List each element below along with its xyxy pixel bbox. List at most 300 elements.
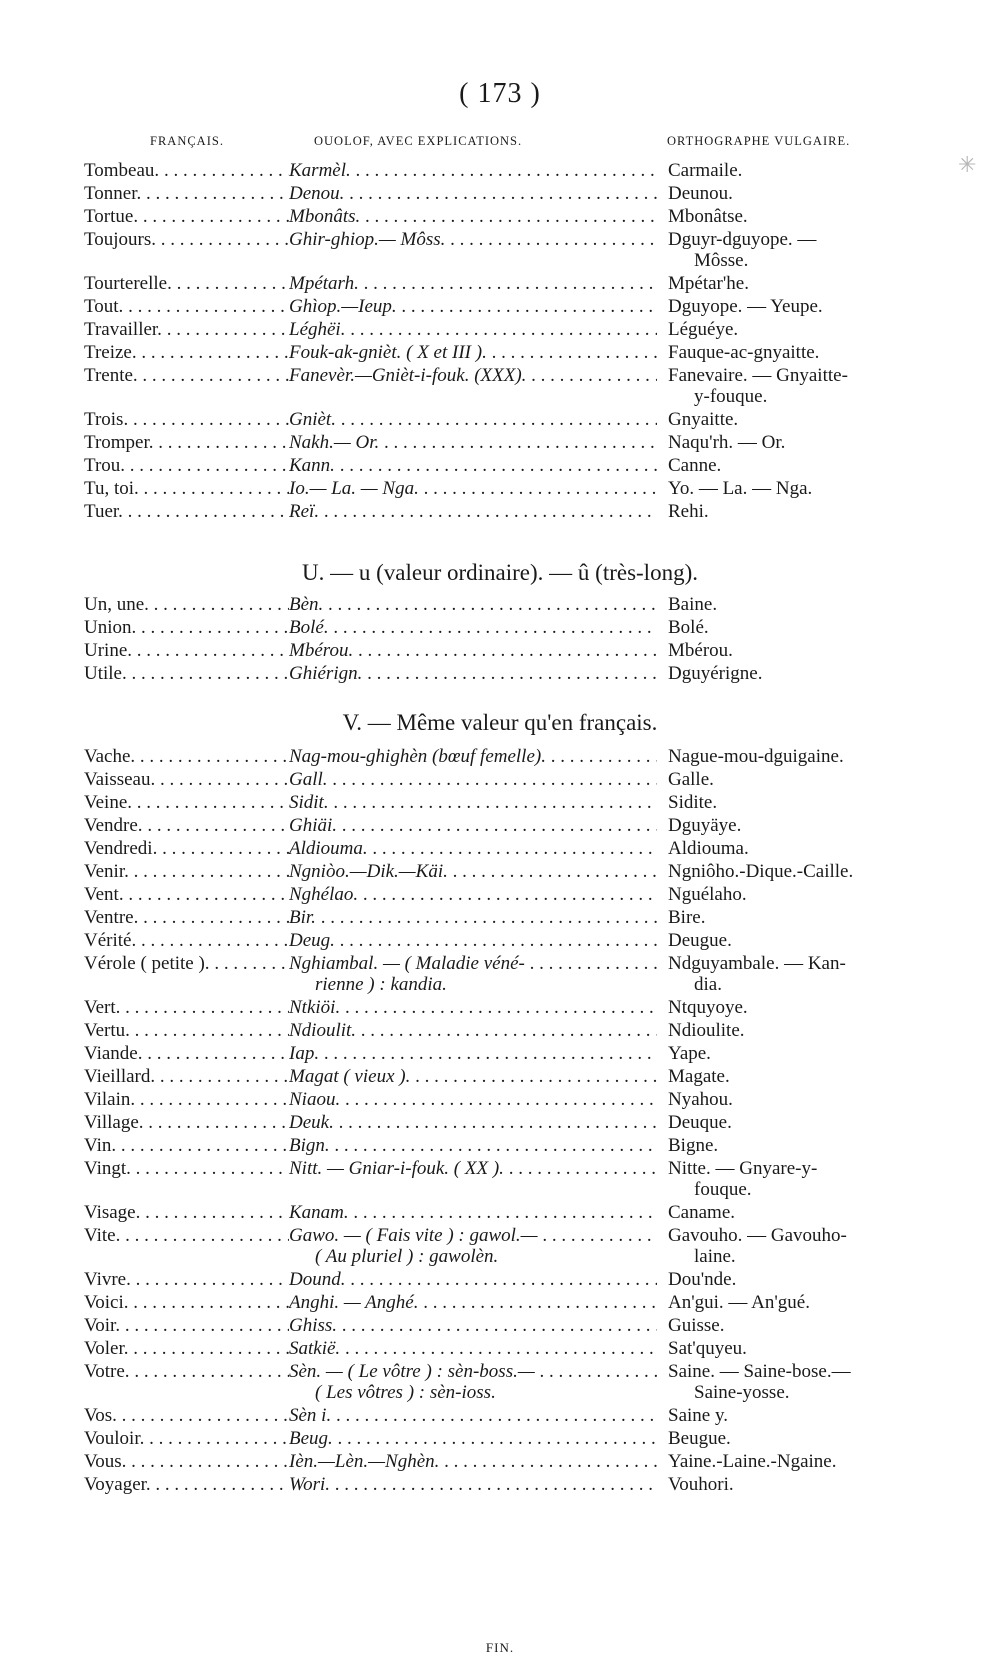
ouolof-line: Fouk-ak-gnièt. ( X et III ). . . . [289, 342, 657, 363]
ouolof-translation [289, 1269, 657, 1290]
orthographe-line: An'gui. — An'gué. [668, 1292, 810, 1313]
orthographe-line: Bolé. [668, 617, 709, 638]
french-term: Treize. . . . [84, 342, 289, 363]
ouolof-translation [289, 792, 657, 813]
orthographe-vulgaire [668, 319, 908, 340]
ouolof-line: Gnièt. . . . [289, 409, 657, 430]
ouolof-line: Sèn. — ( Le vôtre ) : sèn-boss.— . . . [289, 1361, 657, 1382]
orthographe-line: Fanevaire. — Gnyaitte- [668, 365, 848, 386]
orthographe-vulgaire [668, 1020, 908, 1041]
dictionary-entry [0, 997, 1000, 1020]
orthographe-vulgaire [668, 1112, 908, 1133]
page-number: ( 173 ) [459, 78, 541, 109]
dictionary-entry [0, 1474, 1000, 1497]
dictionary-entry [0, 838, 1000, 861]
french-term: Trente. . . . [84, 365, 289, 386]
ouolof-translation [289, 1135, 657, 1156]
french-term: Travailler. . . . [84, 319, 289, 340]
ouolof-translation [289, 432, 657, 453]
orthographe-line: Dguyäye. [668, 815, 742, 836]
french-term: Trois. . . . [84, 409, 289, 430]
french-term: Tortue. . . . [84, 206, 289, 227]
ouolof-line: Mbonâts. . . . [289, 206, 657, 227]
orthographe-line: Gavouho. — Gavouho- [668, 1225, 847, 1246]
orthographe-vulgaire [668, 409, 908, 430]
orthographe-vulgaire [668, 617, 908, 638]
ouolof-translation [289, 1315, 657, 1336]
dictionary-entry [0, 455, 1000, 478]
french-term: Vendredi. . . . [84, 838, 289, 859]
french-term: Voici. . . . [84, 1292, 289, 1313]
ouolof-line: Nakh.— Or. . . . [289, 432, 657, 453]
ouolof-line: Ghiss. . . . [289, 1315, 657, 1336]
orthographe-line: dia. [694, 974, 722, 995]
orthographe-line: Beugue. [668, 1428, 731, 1449]
dictionary-entry [0, 1338, 1000, 1361]
orthographe-line: Fauque-ac-gnyaitte. [668, 342, 820, 363]
french-term: Vendre. . . . [84, 815, 289, 836]
ouolof-line: Anghi. — Anghé. . . . [289, 1292, 657, 1313]
dictionary-entry [0, 792, 1000, 815]
ouolof-translation [289, 229, 657, 250]
ouolof-translation [289, 183, 657, 204]
orthographe-line: Mbonâtse. [668, 206, 748, 227]
orthographe-line: y-fouque. [694, 386, 768, 407]
ouolof-translation [289, 1112, 657, 1133]
orthographe-vulgaire [668, 1428, 908, 1449]
dictionary-entry [0, 1043, 1000, 1066]
orthographe-line: Deugue. [668, 930, 732, 951]
dictionary-entry [0, 365, 1000, 409]
ouolof-translation [289, 1405, 657, 1426]
french-term: Tromper. . . . [84, 432, 289, 453]
ouolof-translation [289, 663, 657, 684]
ouolof-line: Denou. . . . [289, 183, 657, 204]
ouolof-translation [289, 815, 657, 836]
ouolof-translation [289, 501, 657, 522]
ouolof-translation [289, 1451, 657, 1472]
french-term: Venir. . . . [84, 861, 289, 882]
french-term: Vérité. . . . [84, 930, 289, 951]
ouolof-translation [289, 861, 657, 882]
orthographe-line: Dguyérigne. [668, 663, 763, 684]
ouolof-translation [289, 769, 657, 790]
v-entries-block [0, 746, 1000, 1497]
orthographe-vulgaire [668, 273, 908, 294]
french-term: Urine. . . . [84, 640, 289, 661]
french-term: Vite. . . . [84, 1225, 289, 1246]
ouolof-line: Nghiambal. — ( Maladie véné- . . . [289, 953, 657, 974]
ouolof-line: Bign. . . . [289, 1135, 657, 1156]
orthographe-line: Galle. [668, 769, 714, 790]
t-entries-block [0, 160, 1000, 524]
orthographe-line: Dguyr-dguyope. — [668, 229, 817, 250]
orthographe-line: Deuque. [668, 1112, 732, 1133]
orthographe-vulgaire [668, 1066, 908, 1087]
ouolof-translation [289, 273, 657, 294]
ouolof-line: Iap. . . . [289, 1043, 657, 1064]
ouolof-line: Sèn i. . . . [289, 1405, 657, 1426]
orthographe-line: Ntquyoye. [668, 997, 748, 1018]
dictionary-entry [0, 409, 1000, 432]
orthographe-line: fouque. [694, 1179, 752, 1200]
french-term: Ventre. . . . [84, 907, 289, 928]
header-ouolof: OUOLOF, AVEC EXPLICATIONS. [314, 134, 523, 148]
french-term: Vieillard. . . . [84, 1066, 289, 1087]
ouolof-line: Reï. . . . [289, 501, 657, 522]
dictionary-entry [0, 1202, 1000, 1225]
dictionary-entry [0, 861, 1000, 884]
dictionary-entry [0, 1135, 1000, 1158]
orthographe-line: Nguélaho. [668, 884, 747, 905]
dictionary-entry [0, 1158, 1000, 1202]
orthographe-vulgaire [668, 1202, 908, 1223]
ouolof-translation [289, 640, 657, 661]
orthographe-vulgaire [668, 1135, 908, 1156]
orthographe-vulgaire [668, 455, 908, 476]
orthographe-vulgaire [668, 746, 908, 767]
orthographe-vulgaire [668, 792, 908, 813]
orthographe-vulgaire [668, 930, 908, 951]
ouolof-line: Wori. . . . [289, 1474, 657, 1495]
dictionary-entry [0, 229, 1000, 273]
orthographe-line: Ndguyambale. — Kan- [668, 953, 846, 974]
dictionary-entry [0, 815, 1000, 838]
ouolof-translation [289, 907, 657, 928]
ouolof-translation [289, 1292, 657, 1313]
orthographe-vulgaire [668, 1089, 908, 1110]
orthographe-vulgaire [668, 594, 908, 615]
french-term: Union. . . . [84, 617, 289, 638]
ouolof-translation [289, 1361, 657, 1403]
orthographe-vulgaire [668, 1158, 908, 1200]
ouolof-translation [289, 1225, 657, 1267]
ouolof-translation [289, 1428, 657, 1449]
ouolof-translation [289, 1066, 657, 1087]
french-term: Vin. . . . [84, 1135, 289, 1156]
ouolof-translation [289, 953, 657, 995]
orthographe-vulgaire [668, 501, 908, 522]
orthographe-vulgaire [668, 769, 908, 790]
ouolof-line: Kann. . . . [289, 455, 657, 476]
ouolof-line: Aldiouma. . . . [289, 838, 657, 859]
french-term: Vingt. . . . [84, 1158, 289, 1179]
orthographe-line: laine. [694, 1246, 736, 1267]
section-u-heading: U. — u (valeur ordinaire). — û (très-long). [302, 560, 698, 585]
ouolof-translation [289, 1043, 657, 1064]
ouolof-translation [289, 617, 657, 638]
ouolof-translation [289, 1338, 657, 1359]
french-term: Vos. . . . [84, 1405, 289, 1426]
french-term: Vaisseau. . . . [84, 769, 289, 790]
ouolof-translation [289, 1202, 657, 1223]
orthographe-line: Guisse. [668, 1315, 725, 1336]
ouolof-line: Gall. . . . [289, 769, 657, 790]
orthographe-vulgaire [668, 229, 908, 271]
orthographe-line: Sidite. [668, 792, 718, 813]
ouolof-line: rienne ) : kandia. [315, 974, 447, 995]
ouolof-line: Ghìop.—Ieup. . . . [289, 296, 657, 317]
french-term: Vérole ( petite ). . . . [84, 953, 289, 974]
paper-stain-mark: ✳ [958, 152, 977, 177]
dictionary-entry [0, 1269, 1000, 1292]
dictionary-entry [0, 273, 1000, 296]
french-term: Tonner. . . . [84, 183, 289, 204]
section-v-heading: V. — Même valeur qu'en français. [342, 710, 658, 735]
orthographe-line: Sat'quyeu. [668, 1338, 747, 1359]
french-term: Toujours. . . . [84, 229, 289, 250]
ouolof-line: Sidit. . . . [289, 792, 657, 813]
orthographe-line: Aldiouma. [668, 838, 749, 859]
french-term: Vertu. . . . [84, 1020, 289, 1041]
orthographe-line: Yaine.-Laine.-Ngaine. [668, 1451, 837, 1472]
orthographe-vulgaire [668, 365, 908, 407]
ouolof-line: Bolé. . . . [289, 617, 657, 638]
dictionary-entry [0, 769, 1000, 792]
french-term: Voir. . . . [84, 1315, 289, 1336]
orthographe-line: Ndioulite. [668, 1020, 745, 1041]
french-term: Trou. . . . [84, 455, 289, 476]
orthographe-vulgaire [668, 663, 908, 684]
orthographe-line: Carmaile. [668, 160, 743, 181]
orthographe-vulgaire [668, 1451, 908, 1472]
ouolof-translation [289, 884, 657, 905]
ouolof-translation [289, 342, 657, 363]
ouolof-line: Deug. . . . [289, 930, 657, 951]
ouolof-line: Ghiäi. . . . [289, 815, 657, 836]
orthographe-line: Nitte. — Gnyare-y- [668, 1158, 818, 1179]
orthographe-vulgaire [668, 296, 908, 317]
orthographe-line: Saine. — Saine-bose.— [668, 1361, 851, 1382]
dictionary-entry [0, 478, 1000, 501]
header-french: FRANÇAIS. [150, 134, 224, 148]
french-term: Vilain. . . . [84, 1089, 289, 1110]
ouolof-translation [289, 319, 657, 340]
ouolof-line: Niaou. . . . [289, 1089, 657, 1110]
french-term: Utile. . . . [84, 663, 289, 684]
ouolof-translation [289, 365, 657, 386]
ouolof-line: Gawo. — ( Fais vite ) : gawol.— . . . [289, 1225, 657, 1246]
orthographe-vulgaire [668, 1405, 908, 1426]
dictionary-entry [0, 907, 1000, 930]
ouolof-line: Fanevèr.—Gnièt-i-fouk. (XXX). . . . [289, 365, 657, 386]
header-orthographe: ORTHOGRAPHE VULGAIRE. [667, 134, 851, 148]
orthographe-line: Bire. [668, 907, 706, 928]
orthographe-vulgaire [668, 997, 908, 1018]
dictionary-entry [0, 342, 1000, 365]
french-term: Vent. . . . [84, 884, 289, 905]
ouolof-line: Beug. . . . [289, 1428, 657, 1449]
french-term: Vert. . . . [84, 997, 289, 1018]
french-term: Vivre. . . . [84, 1269, 289, 1290]
french-term: Visage. . . . [84, 1202, 289, 1223]
dictionary-entry [0, 160, 1000, 183]
ouolof-translation [289, 1474, 657, 1495]
orthographe-vulgaire [668, 478, 908, 499]
orthographe-vulgaire [668, 884, 908, 905]
dictionary-entry [0, 501, 1000, 524]
french-term: Village. . . . [84, 1112, 289, 1133]
ouolof-line: Nitt. — Gniar-i-fouk. ( XX ). . . . [289, 1158, 657, 1179]
ouolof-line: Nag-mou-ghighèn (bœuf femelle). . . . [289, 746, 657, 767]
dictionary-entry [0, 594, 1000, 617]
french-term: Tuer. . . . [84, 501, 289, 522]
orthographe-vulgaire [668, 160, 908, 181]
orthographe-line: Yo. — La. — Nga. [668, 478, 813, 499]
orthographe-vulgaire [668, 1474, 908, 1495]
french-term: Un, une. . . . [84, 594, 289, 615]
orthographe-line: Bigne. [668, 1135, 719, 1156]
dictionary-entry [0, 432, 1000, 455]
orthographe-vulgaire [668, 342, 908, 363]
dictionary-entry [0, 953, 1000, 997]
dictionary-entry [0, 1112, 1000, 1135]
orthographe-line: Mbérou. [668, 640, 733, 661]
orthographe-vulgaire [668, 206, 908, 227]
orthographe-line: Baine. [668, 594, 718, 615]
orthographe-vulgaire [668, 432, 908, 453]
dictionary-entry [0, 1361, 1000, 1405]
dictionary-entry [0, 1292, 1000, 1315]
orthographe-vulgaire [668, 861, 908, 882]
orthographe-vulgaire [668, 1043, 908, 1064]
ouolof-line: Ghir-ghiop.— Môss. . . . [289, 229, 657, 250]
ouolof-translation [289, 746, 657, 767]
ouolof-translation [289, 594, 657, 615]
orthographe-line: Rehi. [668, 501, 709, 522]
dictionary-entry [0, 206, 1000, 229]
ouolof-translation [289, 160, 657, 181]
ouolof-line: ( Les vôtres ) : sèn-ioss. [315, 1382, 496, 1403]
orthographe-vulgaire [668, 838, 908, 859]
ouolof-translation [289, 296, 657, 317]
ouolof-translation [289, 1020, 657, 1041]
orthographe-vulgaire [668, 1292, 908, 1313]
orthographe-line: Naqu'rh. — Or. [668, 432, 786, 453]
ouolof-translation [289, 206, 657, 227]
orthographe-line: Ngniôho.-Dique.-Caille. [668, 861, 854, 882]
orthographe-line: Gnyaitte. [668, 409, 739, 430]
dictionary-entry [0, 617, 1000, 640]
ouolof-line: Bir. . . . [289, 907, 657, 928]
u-entries-block [0, 594, 1000, 686]
ouolof-translation [289, 838, 657, 859]
dictionary-entry [0, 296, 1000, 319]
ouolof-line: Mpétarh. . . . [289, 273, 657, 294]
ouolof-line: Kanam. . . . [289, 1202, 657, 1223]
orthographe-line: Dou'nde. [668, 1269, 737, 1290]
ouolof-line: Bèn. . . . [289, 594, 657, 615]
dictionary-entry [0, 663, 1000, 686]
dictionary-entry [0, 746, 1000, 769]
orthographe-vulgaire [668, 1315, 908, 1336]
orthographe-line: Môsse. [694, 250, 749, 271]
orthographe-line: Dguyope. — Yeupe. [668, 296, 823, 317]
orthographe-vulgaire [668, 1269, 908, 1290]
ouolof-line: Dound. . . . [289, 1269, 657, 1290]
orthographe-vulgaire [668, 1225, 908, 1267]
french-term: Voyager. . . . [84, 1474, 289, 1495]
orthographe-vulgaire [668, 953, 908, 995]
ouolof-line: Karmèl. . . . [289, 160, 657, 181]
orthographe-line: Mpétar'he. [668, 273, 749, 294]
french-term: Voler. . . . [84, 1338, 289, 1359]
ouolof-line: Nghélao. . . . [289, 884, 657, 905]
ouolof-line: Ghiérign. . . . [289, 663, 657, 684]
dictionary-entry [0, 319, 1000, 342]
ouolof-translation [289, 997, 657, 1018]
orthographe-line: Nague-mou-dguigaine. [668, 746, 844, 767]
orthographe-line: Saine-yosse. [694, 1382, 790, 1403]
french-term: Votre. . . . [84, 1361, 289, 1382]
ouolof-line: ( Au pluriel ) : gawolèn. [315, 1246, 499, 1267]
orthographe-line: Magate. [668, 1066, 730, 1087]
dictionary-entry [0, 1405, 1000, 1428]
french-term: Viande. . . . [84, 1043, 289, 1064]
fin-label: FIN. [485, 1640, 515, 1655]
orthographe-line: Caname. [668, 1202, 736, 1223]
dictionary-entry [0, 1089, 1000, 1112]
orthographe-vulgaire [668, 907, 908, 928]
ouolof-translation [289, 1089, 657, 1110]
french-term: Tombeau. . . . [84, 160, 289, 181]
orthographe-line: Léguéye. [668, 319, 739, 340]
ouolof-line: Mbérou. . . . [289, 640, 657, 661]
orthographe-line: Vouhori. [668, 1474, 734, 1495]
ouolof-translation [289, 1158, 657, 1179]
ouolof-translation [289, 478, 657, 499]
orthographe-line: Nyahou. [668, 1089, 733, 1110]
orthographe-line: Yape. [668, 1043, 711, 1064]
dictionary-entry [0, 1315, 1000, 1338]
french-term: Tourterelle. . . . [84, 273, 289, 294]
orthographe-line: Saine y. [668, 1405, 728, 1426]
ouolof-line: Deuk. . . . [289, 1112, 657, 1133]
dictionary-entry [0, 640, 1000, 663]
french-term: Vous. . . . [84, 1451, 289, 1472]
ouolof-line: Ndioulit. . . . [289, 1020, 657, 1041]
dictionary-entry [0, 1225, 1000, 1269]
ouolof-translation [289, 455, 657, 476]
dictionary-entry [0, 1451, 1000, 1474]
french-term: Vouloir. . . . [84, 1428, 289, 1449]
orthographe-line: Deunou. [668, 183, 733, 204]
orthographe-line: Canne. [668, 455, 722, 476]
ouolof-translation [289, 930, 657, 951]
dictionary-entry [0, 930, 1000, 953]
orthographe-vulgaire [668, 1338, 908, 1359]
dictionary-entry [0, 1066, 1000, 1089]
french-term: Veine. . . . [84, 792, 289, 813]
orthographe-vulgaire [668, 183, 908, 204]
ouolof-translation [289, 409, 657, 430]
french-term: Tu, toi. . . . [84, 478, 289, 499]
dictionary-entry [0, 183, 1000, 206]
ouolof-line: Satkië. . . . [289, 1338, 657, 1359]
ouolof-line: Léghëi. . . . [289, 319, 657, 340]
french-term: Tout. . . . [84, 296, 289, 317]
orthographe-vulgaire [668, 1361, 908, 1403]
dictionary-entry [0, 1020, 1000, 1043]
dictionary-entry [0, 1428, 1000, 1451]
orthographe-vulgaire [668, 640, 908, 661]
dictionary-entry [0, 884, 1000, 907]
french-term: Vache. . . . [84, 746, 289, 767]
orthographe-vulgaire [668, 815, 908, 836]
ouolof-line: Io.— La. — Nga. . . . [289, 478, 657, 499]
ouolof-line: Ngniòo.—Dik.—Käi. . . . [289, 861, 657, 882]
ouolof-line: Magat ( vieux ). . . . [289, 1066, 657, 1087]
